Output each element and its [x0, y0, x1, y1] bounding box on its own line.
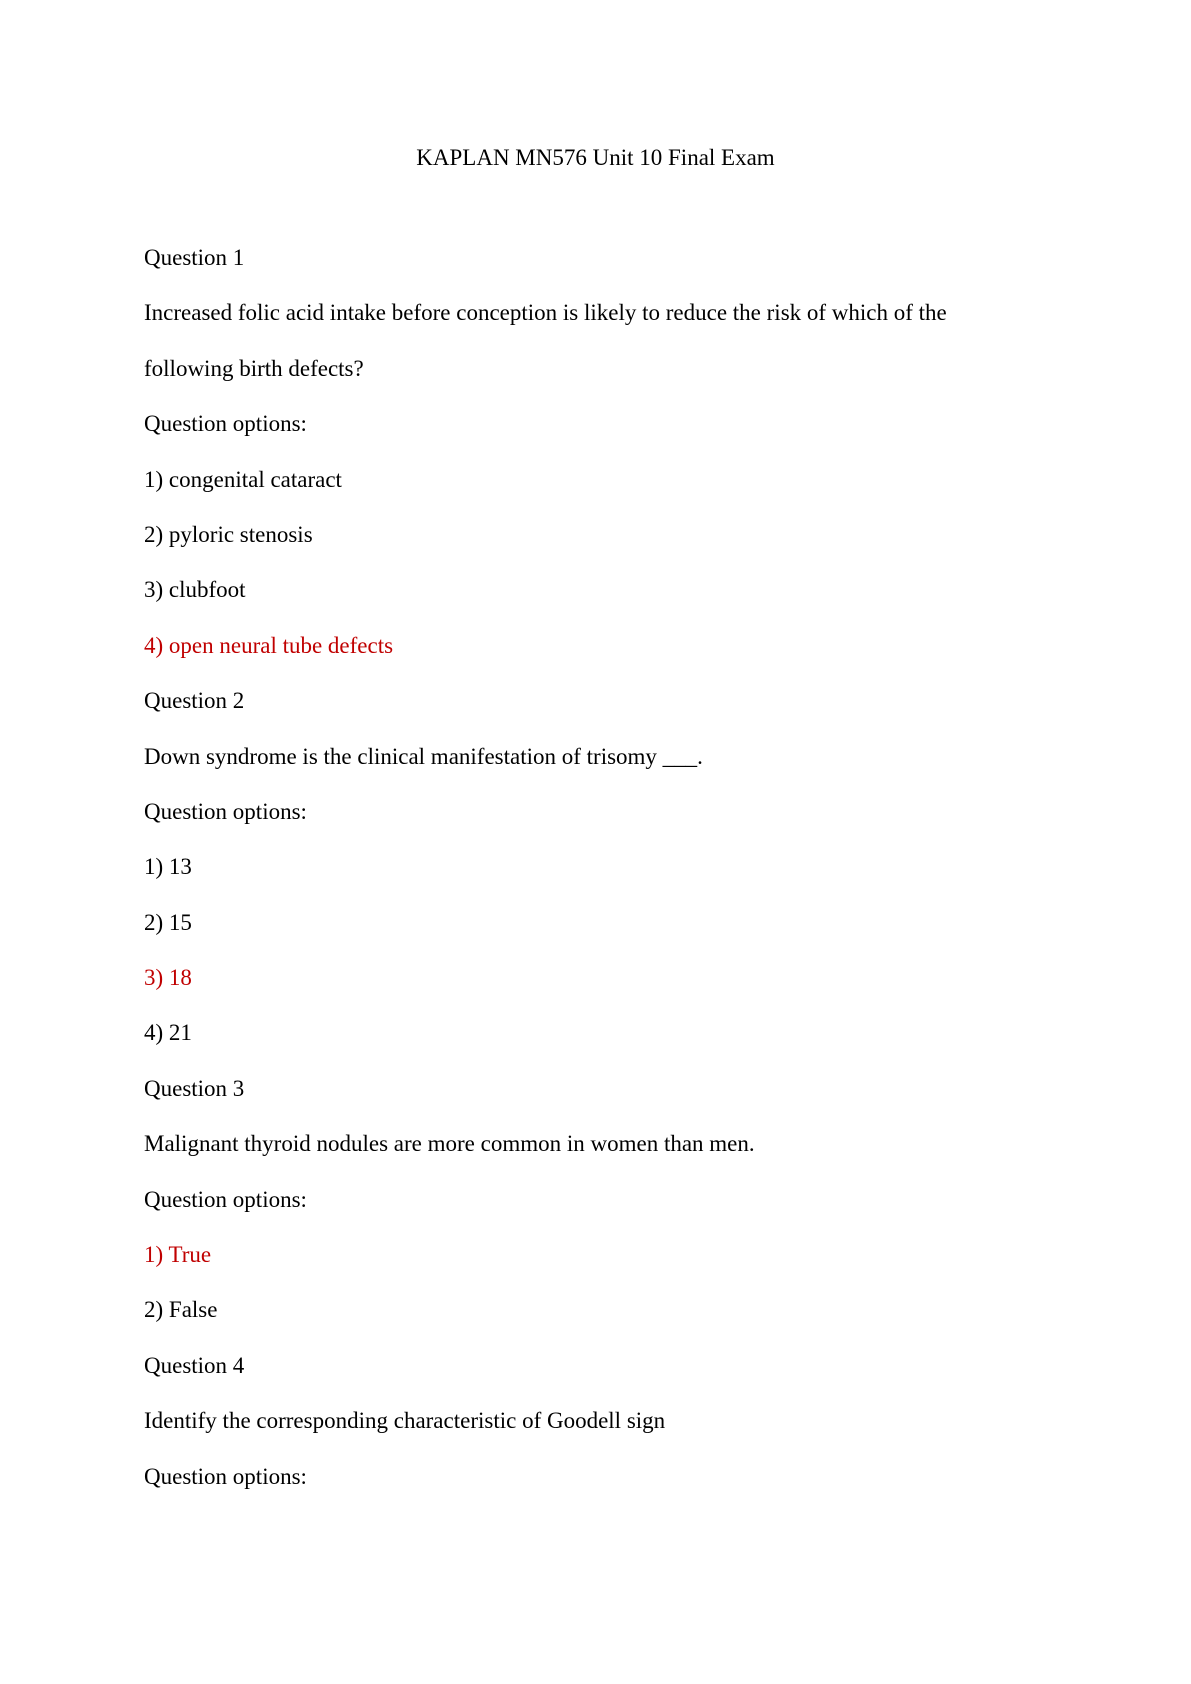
- question-heading: Question 2: [144, 688, 245, 714]
- question-heading: Question 3: [144, 1075, 245, 1101]
- question-text: following birth defects?: [144, 355, 364, 381]
- question-text: Down syndrome is the clinical manifestation of trisomy ___.: [144, 743, 703, 769]
- options-label: Question options:: [144, 1186, 307, 1212]
- correct-option: 1) True: [144, 1242, 212, 1268]
- option: 1) congenital cataract: [144, 466, 342, 492]
- question-text: Increased folic acid intake before conception is likely to reduce the risk of which of the: [144, 300, 947, 326]
- question-heading: Question 4: [144, 1352, 245, 1378]
- option: 2) 15: [144, 909, 192, 935]
- option: 1) 13: [144, 854, 192, 880]
- option: 4) 21: [144, 1020, 192, 1046]
- correct-option: 3) 18: [144, 965, 192, 991]
- question-heading: Question 1: [144, 245, 245, 270]
- options-label: Question options:: [144, 1463, 307, 1489]
- options-label: Question options:: [144, 798, 307, 824]
- document-title: KAPLAN MN576 Unit 10 Final Exam: [416, 145, 775, 170]
- question-text: Malignant thyroid nodules are more common in women than men.: [144, 1131, 755, 1157]
- option: 2) False: [144, 1297, 218, 1323]
- question-text: Identify the corresponding characteristic of Goodell sign: [144, 1408, 666, 1434]
- option: 2) pyloric stenosis: [144, 521, 313, 547]
- document-body: [144, 244, 1044, 1518]
- options-label: Question options:: [144, 411, 307, 437]
- option: 3) clubfoot: [144, 577, 246, 603]
- correct-option: 4) open neural tube defects: [144, 632, 394, 658]
